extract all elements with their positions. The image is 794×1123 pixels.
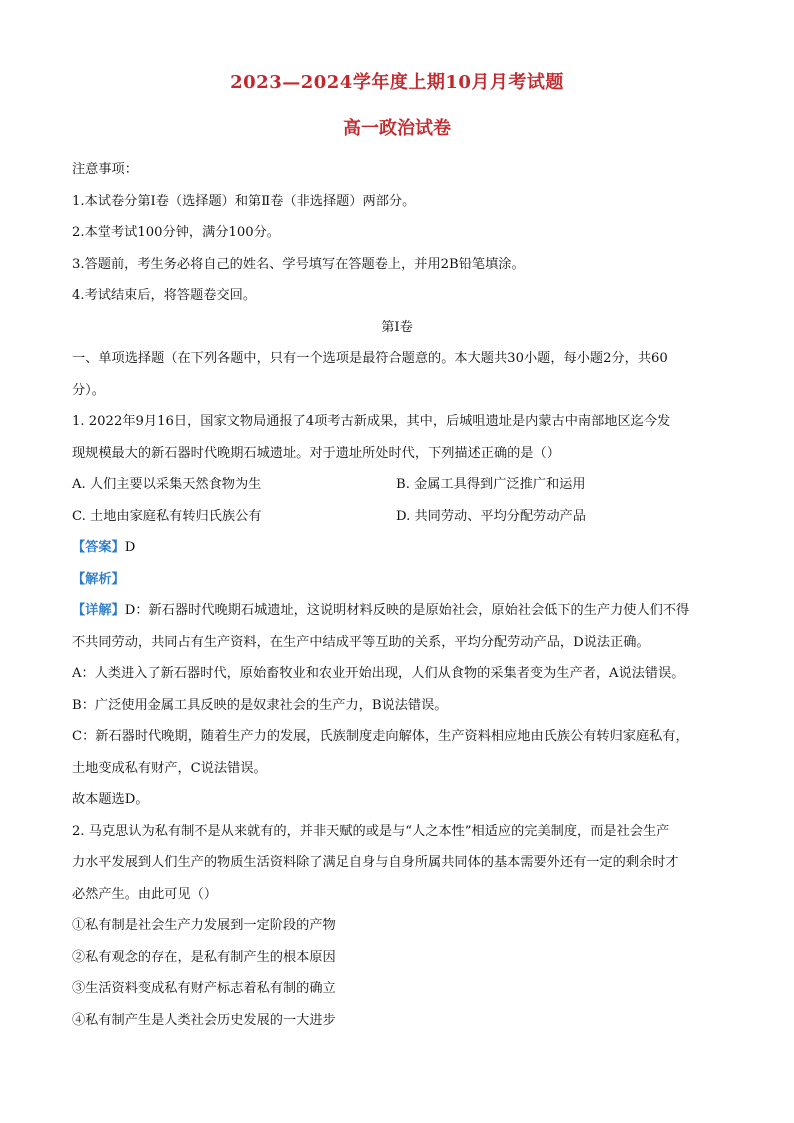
section-instructions-cont: 分）。 (72, 382, 105, 398)
q1-option-a: A. 人们主要以采集天然食物为生 (72, 477, 262, 492)
exam-subtitle: 高一政治试卷 (343, 118, 451, 139)
detail-tag: 【详解】 (72, 603, 125, 618)
q1-options-row-1 (72, 469, 722, 501)
volume-heading: 第Ⅰ卷 (381, 319, 413, 335)
q1-explain-c-cont: 土地变成私有财产，C说法错误。 (72, 760, 267, 776)
q2-stem-cont: 必然产生。由此可见（） (72, 886, 218, 902)
notice-item: 3.答题前，考生务必将自己的姓名、学号填写在答题卷上，并用2B铅笔填涂。 (72, 256, 525, 272)
q1-explain-c: C：新石器时代晚期，随着生产力的发展，氏族制度走向解体，生产资料相应地由氏族公有转归家庭私有， (72, 729, 689, 744)
q1-answer (72, 532, 722, 564)
q1-option-d: D. 共同劳动、平均分配劳动产品 (396, 508, 586, 524)
q1-option-b: B. 金属工具得到广泛推广和运用 (396, 477, 586, 492)
notice-heading: 注意事项： (72, 162, 138, 177)
q1-explain-a: A：人类进入了新石器时代，原始畜牧业和农业开始出现，人们从食物的采集者变为生产者，A说法错误。 (72, 666, 685, 681)
q2-item: ④私有制产生是人类社会历史发展的一大进步 (72, 1012, 336, 1028)
q1-stem: 1. 2022年9月16日，国家文物局通报了4项考古新成果，其中，后城咀遗址是内蒙古中南部地区迄今发 (72, 414, 671, 429)
q1-explain-b: B：广泛使用金属工具反映的是奴隶社会的生产力，B说法错误。 (72, 697, 448, 713)
q2-stem-cont: 力水平发展到人们生产的物质生活资料除了满足自身与自身所属共同体的基本需要外还有一定的剩余时才 (72, 855, 679, 870)
q2-item: ①私有制是社会生产力发展到一定阶段的产物 (72, 918, 336, 933)
detail-text: D：新石器时代晚期石城遗址，这说明材料反映的是原始社会，原始社会低下的生产力使人们不得 (124, 603, 690, 618)
q2-stem: 2. 马克思认为私有制不是从来就有的，并非天赋的或是与“人之本性”相适应的完美制度，而是社会生产 (72, 823, 670, 839)
exam-title: 2023—2024学年度上期10月月考试题 (230, 72, 564, 93)
notice-item: 1.本试卷分第Ⅰ卷（选择题）和第Ⅱ卷（非选择题）两部分。 (72, 193, 416, 209)
q1-conclusion: 故本题选D。 (72, 792, 149, 807)
notice-item: 2.本堂考试100分钟，满分100分。 (72, 225, 280, 240)
q1-analysis (72, 564, 722, 596)
answer-tag: 【答案】 (72, 540, 125, 555)
q2-item: ②私有观念的存在，是私有制产生的根本原因 (72, 949, 336, 965)
answer-value: D (124, 540, 136, 555)
notice-item: 4.考试结束后，将答题卷交回。 (72, 288, 257, 303)
q1-detail (72, 595, 722, 627)
q1-stem-cont: 现规模最大的新石器时代晚期石城遗址。对于遗址所处时代，下列描述正确的是（） (72, 445, 560, 461)
q1-option-c: C. 土地由家庭私有转归氏族公有 (72, 508, 262, 524)
q2-item: ③生活资料变成私有财产标志着私有制的确立 (72, 981, 336, 996)
analysis-tag: 【解析】 (72, 571, 125, 587)
q1-detail-cont: 不共同劳动，共同占有生产资料，在生产中结成平等互助的关系，平均分配劳动产品，D说法正确。 (72, 634, 650, 650)
q1-options-row-2 (72, 501, 722, 533)
section-instructions: 一、单项选择题（在下列各题中，只有一个选项是最符合题意的。本大题共30小题，每小题2分，共60 (72, 351, 668, 366)
